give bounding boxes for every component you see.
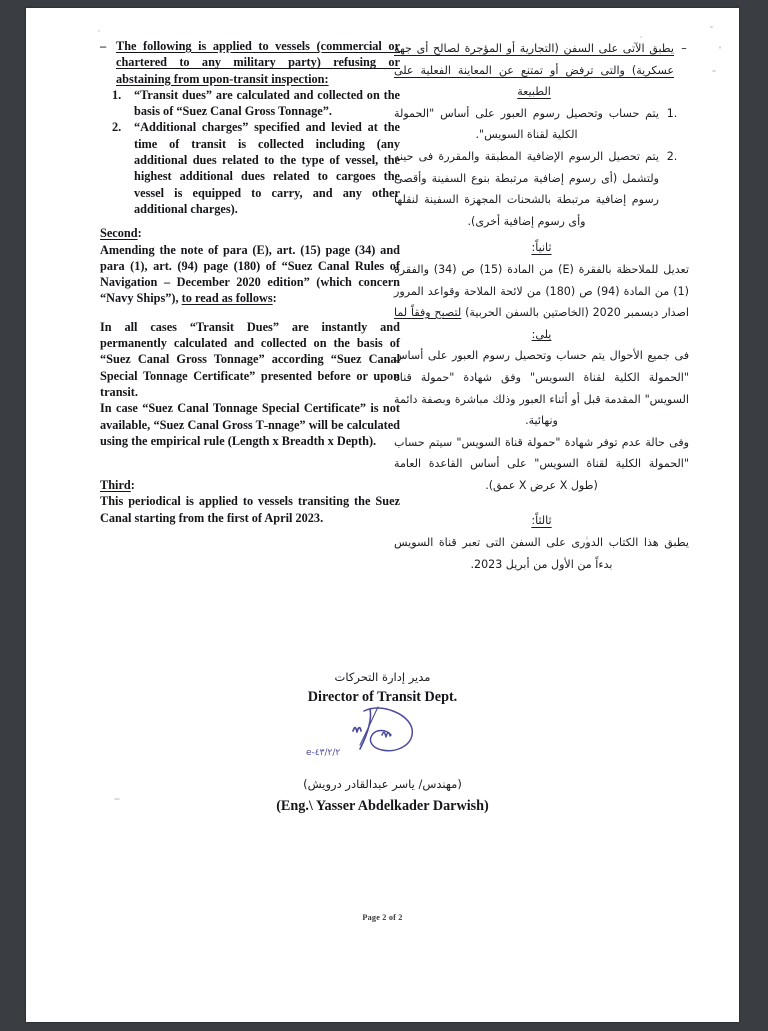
- english-second-heading-row: [100, 217, 400, 241]
- scan-speckle: [710, 26, 713, 28]
- list-item: يتم تحصيل الرسوم الإضافية المطبقة والمقررة فى حينه ولتشمل (أى رسوم إضافية مرتبطة بنوع السفينة وأقصى رسوم إضافية مرتبطة بالشحنات المجهزة السفينة لنقلها وأى رسوم إضافية أخرى).: [394, 149, 659, 228]
- signature-block: [26, 668, 739, 816]
- list-item: يتم حساب وتحصيل رسوم العبور على أساس "الحمولة الكلية لقناة السويس".: [394, 106, 659, 142]
- arabic-second-body-2: وفى حالة عدم توفر شهادة "حمولة قناة السويس" سيتم حساب "الحمولة الكلية لقناة السويس" على أساس القاعدة العامة (طول X عرض X عمق).: [394, 435, 689, 492]
- english-third-body: This periodical is applied to vessels transiting the Suez Canal starting from the first of April 2023.: [100, 494, 400, 525]
- english-second-intro-tail: :: [272, 291, 277, 306]
- english-second-heading: Second: [100, 226, 138, 241]
- signatory-name-english: (Eng.\ Yasser Abdelkader Darwish): [276, 798, 489, 814]
- arabic-third-heading-row: [394, 510, 689, 532]
- english-column: [100, 38, 400, 526]
- arabic-second-intro-underlined: لتصبح وفقاً لما يلى:: [394, 306, 552, 341]
- document-page: [26, 8, 739, 1022]
- spacer: [100, 307, 400, 319]
- bullet-dash-icon: –: [681, 42, 687, 55]
- english-lead-bullet-colon: :: [324, 71, 329, 86]
- spacer: [394, 496, 689, 510]
- english-second-intro-lead: Amending the note of para (E), art. (15) page (34) and para (1), art. (94) page (180) of “Suez Canal Rules of Navigation – December 2020 edition” (which concern “Navy Ships”),: [100, 242, 400, 306]
- spacer: [100, 449, 400, 477]
- arabic-third-heading: ثالثاً:: [531, 514, 552, 528]
- page-footer: Page 2 of 2: [362, 913, 403, 922]
- english-second-body-2: In case “Suez Canal Tonnage Special Certificate” is not available, “Suez Canal Gross T˗nnage” will be calculated using the empirical rule (Length x Breadth x Depth).: [100, 401, 400, 448]
- english-lead-bullet-text: [116, 38, 400, 87]
- arabic-third-body: يطبق هذا الكتاب الدورى على السفن التى تعبر قناة السويس بدءاً من الأول من أبريل 2023.: [394, 536, 689, 571]
- arabic-numbered-list: [394, 103, 689, 233]
- english-third-heading-colon: :: [130, 478, 135, 493]
- signatory-title-english: Director of Transit Dept.: [307, 689, 458, 705]
- english-second-intro-underlined: to read as follows: [181, 291, 273, 306]
- bullet-dash-icon: –: [100, 39, 107, 53]
- signatory-title-arabic: مدير إدارة التحركات: [334, 670, 431, 684]
- scan-speckle: [719, 46, 721, 49]
- arabic-second-body-1: فى جميع الأحوال يتم حساب وتحصيل رسوم العبور على أساس "الحمولة الكلية لقناة السويس" وفق شهادة "حمولة قناة السويس" المقدمة قبل أو أثناء العبور وذلك مباشرة وبصفة دائمة ونهائية.: [394, 349, 689, 428]
- arabic-lead-bullet: [394, 38, 689, 103]
- arabic-second-intro: [394, 259, 689, 345]
- arabic-second-intro-lead: تعديل للملاحظة بالفقرة (E) من المادة (15) ص (34) والفقرة (1) من المادة (94) ص (180) من لائحة الملاحة وقواعد المرور اصدار ديسمبر 2020 (الخاصتين بالسفن الحربية): [394, 262, 689, 320]
- english-lead-bullet: [100, 38, 400, 87]
- signature-annotation: e-٤٣/٢/٢: [305, 748, 340, 758]
- english-third-heading: Third: [100, 478, 131, 493]
- arabic-lead-bullet-text: يطبق الآتى على السفن (التجارية أو المؤجرة لصالح أى جهة عسكرية) والتى ترفض أو تمتنع عن المعاينة الفعلية على الطبيعة: [394, 42, 674, 99]
- arabic-column: [394, 38, 689, 575]
- list-item: “Additional charges” specified and levied at the time of transit is collected including (any additional dues related to the type of vessel, the highest additional dues related to cargoes the vessel is equipped to carry, and any other additional charges).: [134, 120, 400, 216]
- english-second-body-1: In all cases “Transit Dues” are instantly and permanently calculated and collected on the basis of “Suez Canal Gross Tonnage” according “Suez Canal Special Tonnage Certificate” presented before or upon transit.: [100, 319, 400, 399]
- arabic-second-heading: ثانياً:: [531, 241, 552, 255]
- english-third-heading-row: [100, 477, 400, 493]
- handwritten-signature: [26, 705, 739, 763]
- english-second-intro: [100, 242, 400, 307]
- english-second-heading-colon: :: [137, 226, 142, 241]
- arabic-second-heading-row: [394, 232, 689, 259]
- scan-speckle: [98, 30, 100, 32]
- signatory-name-arabic: (مهندس/ ياسر عبدالقادر درويش): [303, 777, 462, 791]
- list-item: “Transit dues” are calculated and collected on the basis of “Suez Canal Gross Tonnage”.: [134, 87, 400, 119]
- english-numbered-list: [100, 87, 400, 217]
- scan-speckle: [712, 70, 716, 72]
- english-lead-bullet-underlined: The following is applied to vessels (commercial or chartered to any military party) refusing or abstaining from upon-transit inspection: [116, 39, 400, 86]
